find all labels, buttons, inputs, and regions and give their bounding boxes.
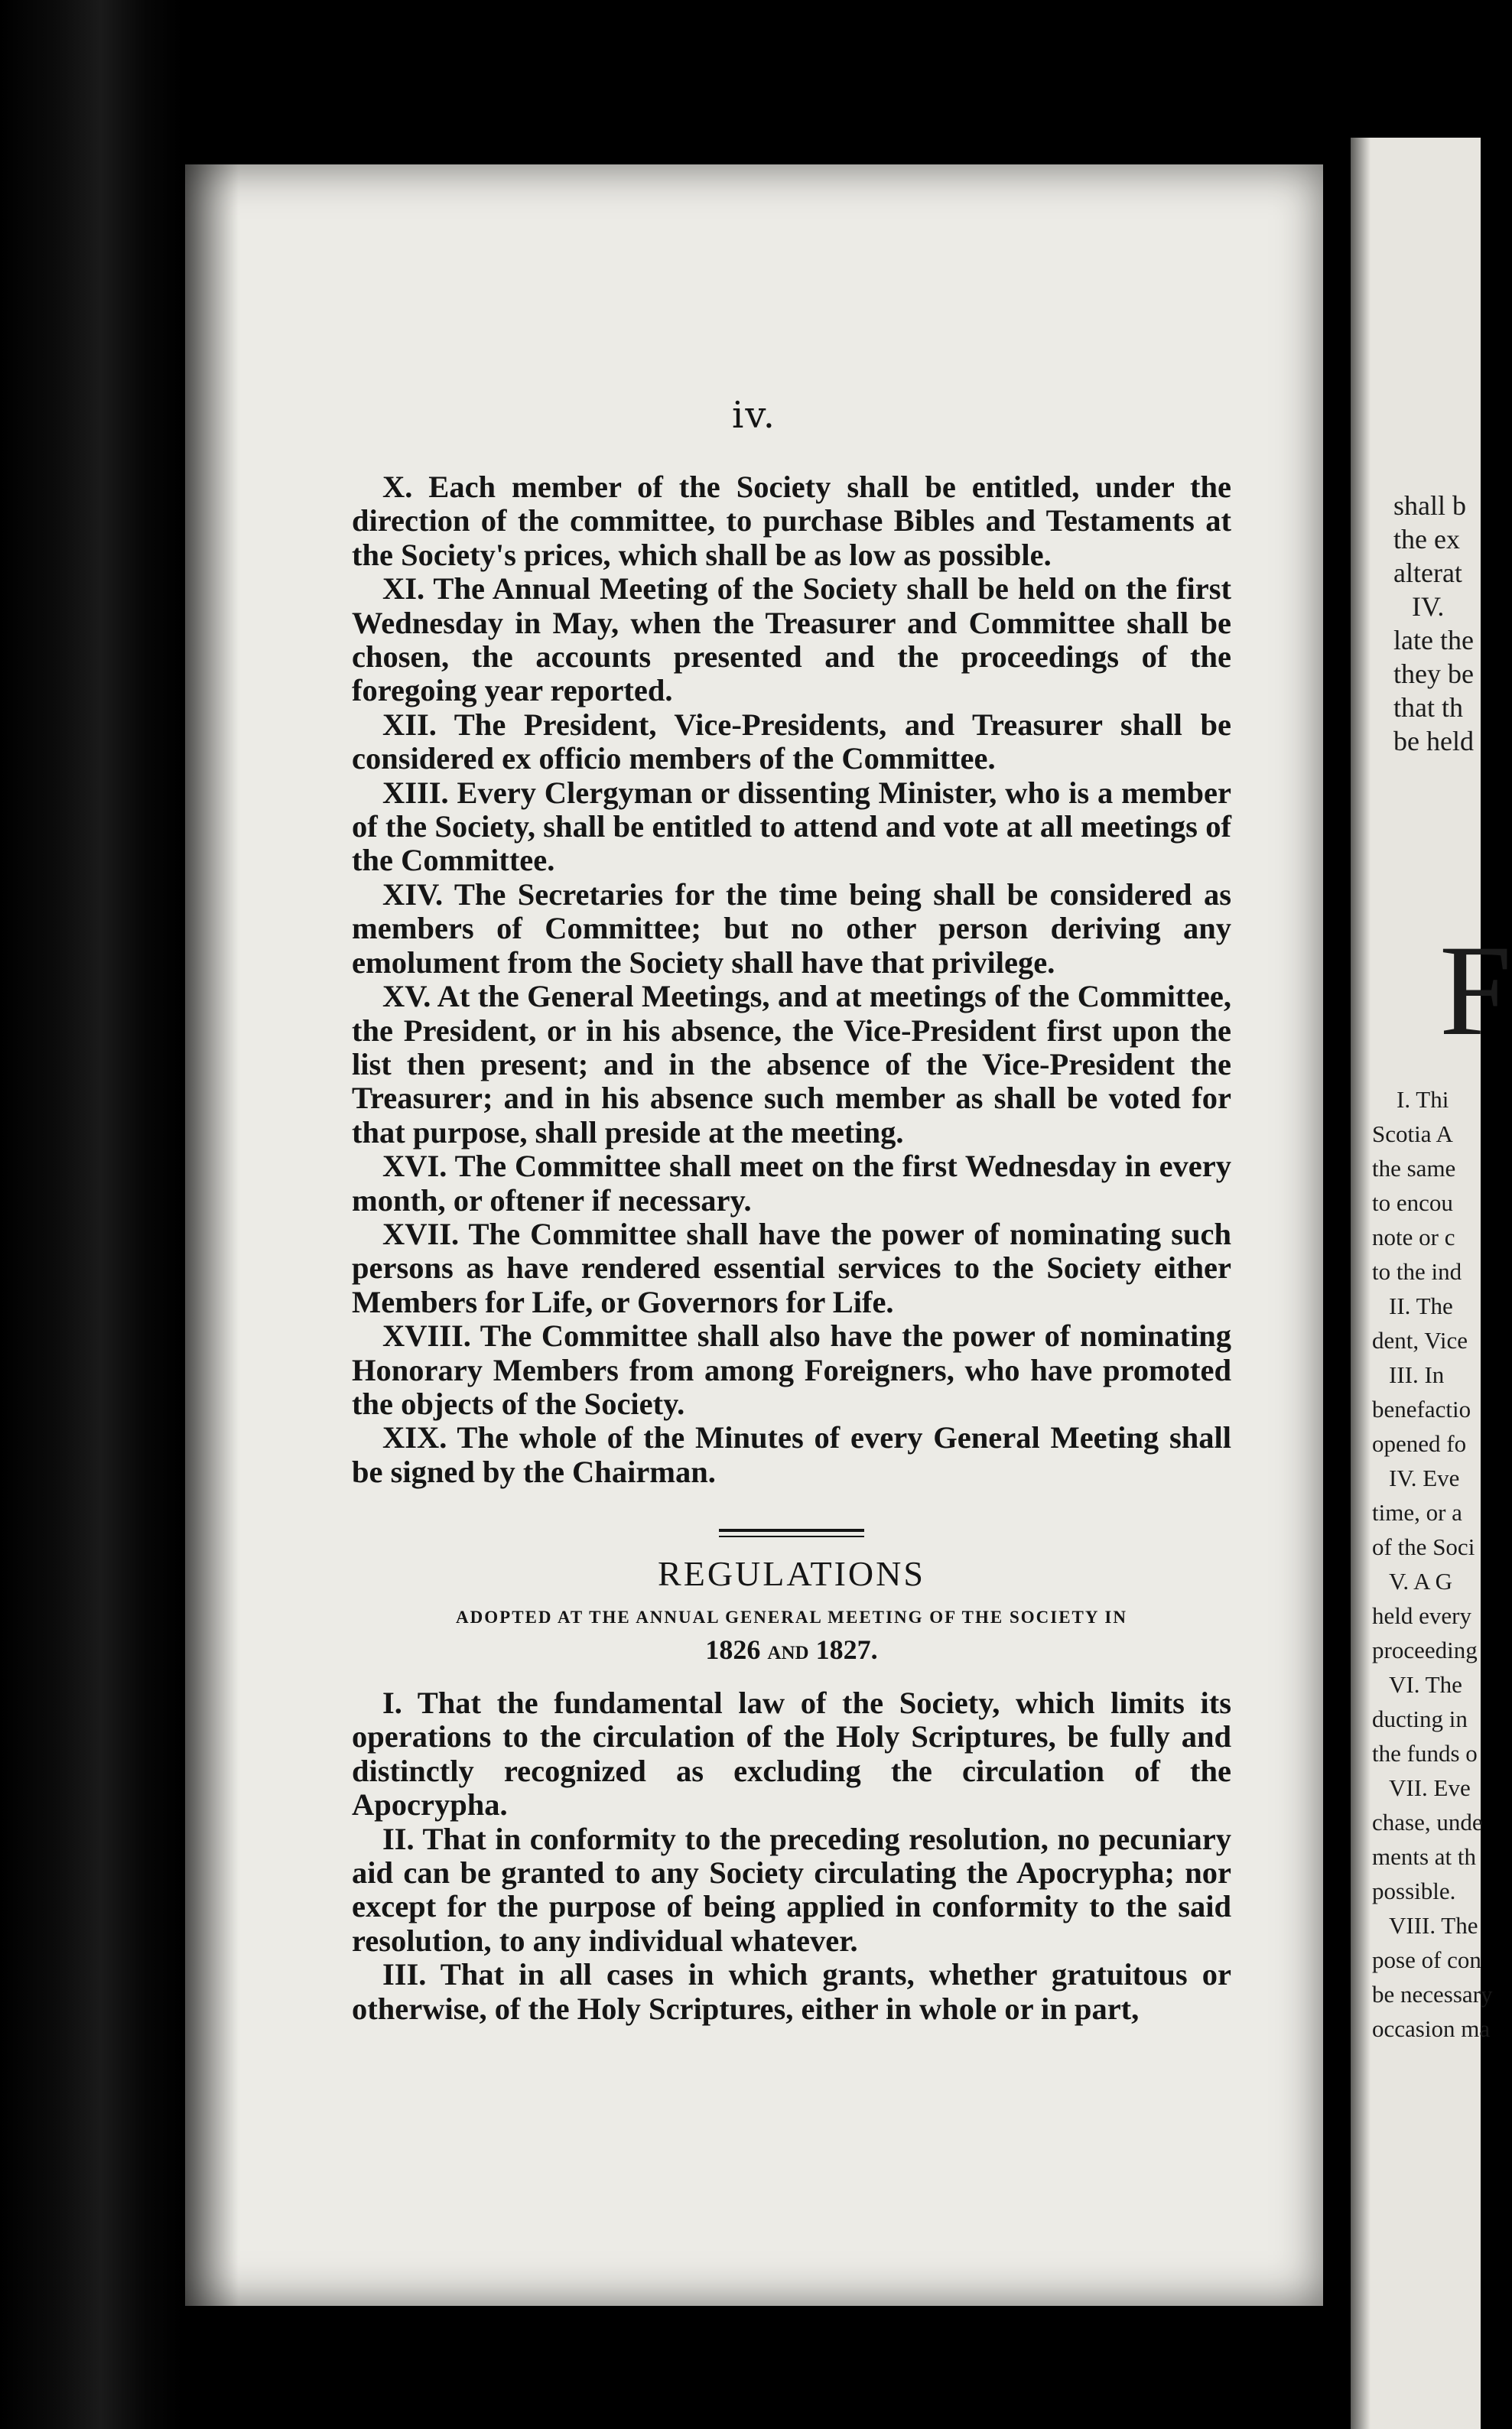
adjacent-line: to the ind — [1372, 1258, 1462, 1285]
gutter — [1323, 0, 1351, 2429]
adjacent-line: opened fo — [1372, 1430, 1467, 1457]
adjacent-line: Scotia A — [1372, 1120, 1453, 1147]
book-spine — [0, 0, 184, 2429]
page-shadow — [185, 164, 239, 2306]
article-xi: XI. The Annual Meeting of the Society shall be held on the first Wednesday in May, when the Treasurer and Committee shall be chosen, the accounts presented and the proceedings of the foregoing year reported. — [352, 571, 1231, 708]
adjacent-line: the ex — [1393, 524, 1460, 554]
adjacent-line: VIII. The — [1389, 1912, 1478, 1939]
adjacent-page-shadow — [1351, 138, 1371, 2429]
adjacent-title-letter: F — [1439, 919, 1512, 1062]
adjacent-line: VI. The — [1389, 1671, 1462, 1698]
article-xv: XV. At the General Meetings, and at meetings of the Committee, the President, or in his absence, the Vice-President first upon the list then present; and in the absence of the Vice-President the Treasurer; and in his absence such member as shall be voted for that purpose, shall preside at the meeting. — [352, 979, 1231, 1149]
article-xiv: XIV. The Secretaries for the time being shall be considered as members of Committee; but no other person deriving any emolument from the Society shall have that privilege. — [352, 876, 1231, 980]
article-xiii: XIII. Every Clergyman or dissenting Minister, who is a member of the Society, shall be entitled to attend and vote at all meetings of the Committee. — [352, 775, 1231, 878]
page-body — [352, 470, 1231, 2026]
adjacent-line: dent, Vice — [1372, 1327, 1468, 1354]
adjacent-line: alterat — [1393, 558, 1462, 588]
article-xvi: XVI. The Committee shall meet on the first Wednesday in every month, or oftener if necessary. — [352, 1149, 1231, 1218]
adjacent-line: note or c — [1372, 1224, 1455, 1250]
article-xviii: XVIII. The Committee shall also have the power of nominating Honorary Members from among Foreigners, who have promoted the objects of the Society. — [352, 1319, 1231, 1421]
adjacent-line: proceeding — [1372, 1637, 1478, 1663]
adjacent-line: ments at th — [1372, 1843, 1477, 1870]
adjacent-line: V. A G — [1389, 1568, 1452, 1595]
regulations-subheading: ADOPTED AT THE ANNUAL GENERAL MEETING OF THE SOCIETY IN — [456, 1607, 1127, 1627]
constitution-articles — [352, 470, 1231, 1489]
adjacent-line: that th — [1393, 692, 1463, 723]
regulation-ii: II. That in conformity to the preceding resolution, no pecuniary aid can be granted to any Society circulating the Apocrypha; nor except for the purpose of being applied in conformity to the said resolution, to any individual whatever. — [352, 1821, 1231, 1958]
adjacent-line: ducting in — [1372, 1706, 1468, 1732]
adjacent-line: VII. Eve — [1389, 1774, 1471, 1801]
article-xix: XIX. The whole of the Minutes of every General Meeting shall be signed by the Chairman. — [352, 1420, 1231, 1489]
regulations-list — [352, 1686, 1231, 2026]
adjacent-line: I. Thi — [1397, 1086, 1449, 1113]
adjacent-line: III. In — [1389, 1361, 1445, 1388]
adjacent-line: chase, unde — [1372, 1809, 1483, 1836]
adjacent-line: time, or a — [1372, 1499, 1462, 1526]
adjacent-line: held every — [1372, 1602, 1471, 1629]
article-xvii: XVII. The Committee shall have the power of nominating such persons as have rendered essential services to the Society either Members for Life, or Governors for Life. — [352, 1216, 1231, 1319]
adjacent-line: possible. — [1372, 1878, 1456, 1904]
adjacent-line: occasion ma — [1372, 2015, 1491, 2042]
regulations-years: 1826 and 1827. — [705, 1634, 878, 1665]
regulation-i: I. That the fundamental law of the Society, which limits its operations to the circulation of the Holy Scriptures, be fully and distinctly recognized as excluding the circulation of the Apocrypha. — [352, 1686, 1231, 1823]
adjacent-line: benefactio — [1372, 1396, 1471, 1423]
article-x: X. Each member of the Society shall be entitled, under the direction of the committee, to purchase Bibles and Testaments at the Society's prices, which shall be as low as possible. — [352, 470, 1231, 572]
adjacent-line: the same — [1372, 1155, 1456, 1182]
adjacent-line: late the — [1393, 625, 1474, 655]
document-page — [185, 164, 1323, 2306]
page-number: iv. — [731, 394, 777, 437]
adjacent-line: the funds o — [1372, 1740, 1478, 1767]
adjacent-line: shall b — [1393, 490, 1466, 521]
adjacent-line: IV. — [1412, 591, 1445, 622]
adjacent-page-fragment — [1351, 138, 1512, 2429]
adjacent-line: be held — [1393, 726, 1474, 756]
regulations-heading: REGULATIONS — [658, 1554, 925, 1594]
adjacent-line: they be — [1393, 658, 1474, 689]
regulation-iii: III. That in all cases in which grants, whether gratuitous or otherwise, of the Holy Scriptures, either in whole or in part, — [352, 1957, 1231, 2026]
adjacent-line: IV. Eve — [1389, 1465, 1460, 1491]
article-xii: XII. The President, Vice-Presidents, and Treasurer shall be considered ex officio members of the Committee. — [352, 707, 1231, 776]
adjacent-line: of the Soci — [1372, 1533, 1475, 1560]
section-divider — [719, 1529, 864, 1537]
adjacent-line: pose of con — [1372, 1946, 1481, 1973]
adjacent-line: II. The — [1389, 1293, 1453, 1319]
adjacent-line: be necessary — [1372, 1981, 1493, 2008]
adjacent-line: to encou — [1372, 1189, 1453, 1216]
